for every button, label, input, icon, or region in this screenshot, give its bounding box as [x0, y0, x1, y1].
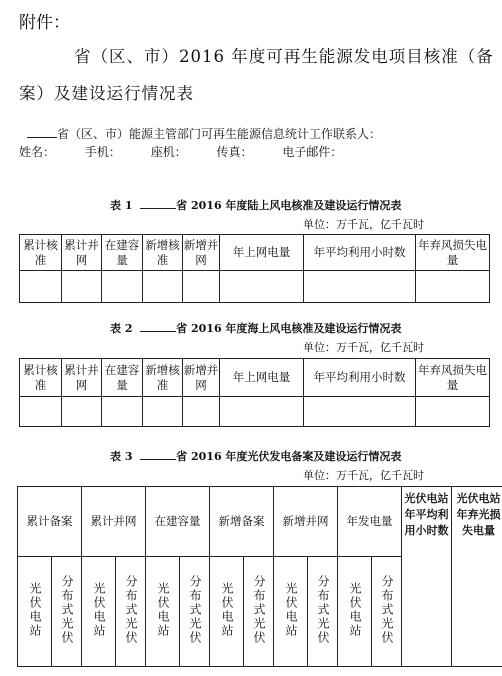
header-cell: 年上网电量	[220, 235, 304, 271]
table1-caption: 表 1 省 2016 年度陆上风电核准及建设运行情况表	[110, 199, 402, 212]
sub-header-cell: 分布式光伏	[180, 557, 210, 667]
header-cell: 年弃风损失电量	[416, 359, 490, 397]
data-cell	[416, 271, 490, 303]
table2-caption: 表 2 省 2016 年度海上风电核准及建设运行情况表	[110, 322, 402, 335]
sub-header-cell: 光伏电站	[274, 557, 308, 667]
contact-intro: 省（区、市）能源主管部门可再生能源信息统计工作联系人：	[57, 127, 382, 141]
province-blank	[27, 127, 57, 138]
sub-header-cell: 分布式光伏	[52, 557, 82, 667]
sub-header-cell: 光伏电站	[146, 557, 180, 667]
table2-unit: 单位：万千瓦，亿千瓦时	[303, 341, 424, 354]
data-cell	[62, 271, 102, 303]
page-title-line2: 案）及建设运行情况表	[19, 84, 194, 103]
data-cell	[416, 397, 490, 427]
header-cell: 新增核准	[143, 359, 183, 397]
header-cell: 年弃风损失电量	[416, 235, 490, 271]
header-cell: 新增并网	[183, 359, 220, 397]
group-header: 累计并网	[82, 487, 146, 557]
sub-header-cell: 光伏电站	[18, 557, 52, 667]
page-title-line1: 省（区、市）2016 年度可再生能源发电项目核准（备	[74, 47, 494, 66]
data-cell	[102, 397, 143, 427]
header-cell: 累计并网	[62, 359, 102, 397]
table-row	[20, 271, 490, 303]
header-cell: 新增核准	[143, 235, 183, 271]
fax-label: 传真：	[216, 145, 253, 159]
table3	[17, 486, 502, 667]
sub-header-cell: 光伏电站	[82, 557, 116, 667]
header-cell: 年平均利用小时数	[304, 235, 416, 271]
data-cell	[20, 397, 62, 427]
data-cell	[220, 397, 304, 427]
data-cell	[20, 271, 62, 303]
table1	[19, 234, 490, 303]
header-cell: 累计并网	[62, 235, 102, 271]
table3-caption: 表 3 省 2016 年度光伏发电备案及建设运行情况表	[110, 450, 402, 463]
sub-header-cell: 分布式光伏	[244, 557, 274, 667]
loss-header: 光伏电站年弃光损失电量	[452, 487, 502, 667]
header-cell: 累计核准	[20, 235, 62, 271]
sub-header-cell: 分布式光伏	[308, 557, 338, 667]
table2	[19, 358, 490, 427]
table-row	[20, 397, 490, 427]
data-cell	[220, 271, 304, 303]
group-header: 累计备案	[18, 487, 82, 557]
data-cell	[304, 397, 416, 427]
name-label: 姓名：	[19, 145, 56, 159]
data-cell	[304, 271, 416, 303]
data-cell	[102, 271, 143, 303]
data-cell	[143, 271, 183, 303]
sub-header-cell: 光伏电站	[210, 557, 244, 667]
data-cell	[143, 397, 183, 427]
table1-unit: 单位：万千瓦，亿千瓦时	[303, 218, 424, 231]
landline-label: 座机：	[150, 145, 187, 159]
header-cell: 在建容量	[102, 359, 143, 397]
sub-header-cell: 分布式光伏	[372, 557, 402, 667]
header-cell: 年上网电量	[220, 359, 304, 397]
contact-fields	[19, 143, 368, 160]
contact-line	[27, 125, 381, 142]
mobile-label: 手机：	[84, 145, 121, 159]
sub-header-cell: 光伏电站	[338, 557, 372, 667]
table3-unit: 单位：万千瓦，亿千瓦时	[303, 469, 424, 482]
group-header: 年发电量	[338, 487, 402, 557]
header-cell: 累计核准	[20, 359, 62, 397]
email-label: 电子邮件：	[282, 145, 343, 159]
group-header: 新增并网	[274, 487, 338, 557]
header-cell: 在建容量	[102, 235, 143, 271]
group-header: 新增备案	[210, 487, 274, 557]
data-cell	[62, 397, 102, 427]
attachment-label: 附件：	[19, 13, 70, 33]
hours-header: 光伏电站年平均利用小时数	[402, 487, 452, 667]
sub-header-cell: 分布式光伏	[116, 557, 146, 667]
header-cell: 年平均利用小时数	[304, 359, 416, 397]
data-cell	[183, 271, 220, 303]
header-cell: 新增并网	[183, 235, 220, 271]
group-header: 在建容量	[146, 487, 210, 557]
data-cell	[183, 397, 220, 427]
